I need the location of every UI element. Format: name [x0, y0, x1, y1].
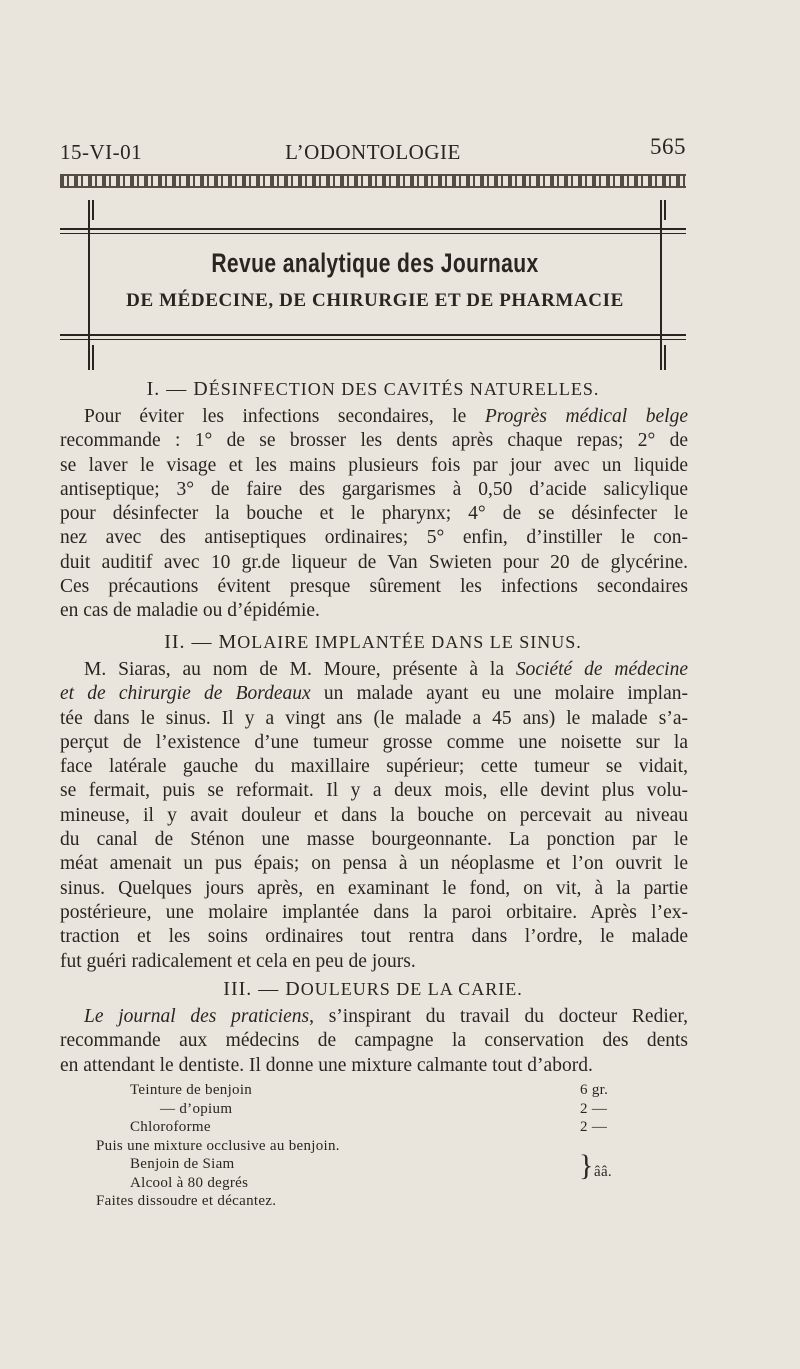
box-top-rule	[60, 228, 686, 230]
issue-date: 15-VI-01	[60, 140, 143, 164]
ingredient-name: Alcool à 80 degrés	[130, 1174, 249, 1191]
recipe-instruction: Puis une mixture occlusive au benjoin.	[96, 1137, 340, 1154]
recipe-row	[96, 1174, 636, 1193]
ingredient-quantity: 6 gr.	[580, 1082, 609, 1098]
text-line: en attendant le dentiste. Il donne une mixture calmante tout d’abord.	[60, 1054, 593, 1076]
text-line: sinus. Quelques jours après, en examinant le fond, on vit, à la partie	[60, 877, 688, 899]
text-line: postérieure, une molaire implantée dans la paroi orbitaire. Après l’ex-	[60, 901, 688, 923]
box-right-rule-2	[664, 200, 666, 220]
text-line: tée dans le sinus. Il y a vingt ans (le malade a 45 ans) le malade s’a-	[60, 707, 688, 729]
text-line: se fermait, puis se reformait. Il y a deux mois, elle devint plus volu-	[60, 780, 688, 802]
recipe-closing	[96, 1192, 636, 1211]
text-line	[60, 658, 688, 682]
journal-name: L’ODONTOLOGIE	[285, 140, 461, 164]
running-header	[60, 134, 686, 164]
text-line: recommande aux médecins de campagne la conservation des dents	[60, 1030, 688, 1052]
ingredient-name: Teinture de benjoin	[130, 1082, 253, 1098]
text-line: nez avec des antiseptiques ordinaires; 5° enfin, d’instiller le con-	[60, 527, 688, 549]
text-line: perçut de l’existence d’une tumeur grosse comme une noisette sur la	[60, 731, 688, 753]
equal-parts-label: ââ.	[594, 1164, 612, 1180]
ingredient-name: Chloroforme	[130, 1119, 211, 1135]
box-bottom-rule	[60, 334, 686, 336]
review-subtitle: DE MÉDECINE, DE CHIRURGIE ET DE PHARMACIE	[126, 290, 624, 311]
section-heading-2	[60, 631, 686, 654]
text-line: méat amenait un pus épais; on pensa à un néoplasme et l’on ouvrit le	[60, 853, 688, 875]
text-line: antiseptique; 3° de faire des gargarismes à 0,50 d’acide salicylique	[60, 478, 688, 500]
text-line: mineuse, il y avait douleur et dans la bouche on percevait au niveau	[60, 804, 688, 826]
prescription-recipe	[96, 1081, 636, 1211]
recipe-row	[96, 1155, 636, 1174]
brace-symbol: }	[579, 1149, 594, 1182]
section-heading-3-num: III. — D	[223, 978, 301, 1000]
decorative-border	[60, 174, 686, 188]
text-line: recommande : 1° de se brosser les dents après chaque repas; 2° de	[60, 430, 688, 452]
society-reference: Société de médecine	[515, 659, 688, 680]
section-heading-2-num: II. — M	[164, 631, 238, 653]
text-span: M. Siaras, au nom de M. Moure, présente à la	[84, 659, 516, 680]
section-heading-3-rest: OULEURS DE LA CARIE.	[300, 979, 523, 999]
box-left-rule-3	[92, 345, 94, 370]
box-bottom-rule-2	[60, 339, 686, 340]
recipe-row	[96, 1081, 636, 1100]
text-line	[60, 682, 688, 706]
ingredient-quantity: 2 —	[580, 1119, 608, 1135]
text-line: fut guéri radicalement et cela en peu de jours.	[60, 950, 416, 972]
box-top-rule-2	[60, 233, 686, 234]
text-line: Ces précautions évitent presque sûrement les infections secondaires	[60, 576, 688, 598]
text-span: un malade ayant eu une molaire implan-	[310, 683, 688, 705]
box-left-rule	[88, 200, 90, 370]
recipe-row	[96, 1118, 636, 1137]
paragraph-1	[60, 405, 688, 624]
text-line: pour désinfecter la bouche et le pharynx; 4° de se désinfecter le	[60, 503, 688, 525]
journal-reference: Le journal des praticiens	[84, 1006, 310, 1027]
review-title: Revue analytique des Journaux	[211, 248, 539, 278]
box-right-rule-3	[664, 345, 666, 370]
text-span: , s’inspirant du travail du docteur Redier,	[309, 1006, 688, 1027]
society-reference-cont: et de chirurgie de Bordeaux	[60, 683, 311, 705]
section-heading-3	[60, 978, 686, 1001]
ingredient-quantity: 2 —	[580, 1100, 608, 1117]
recipe-instruction: Faites dissoudre et décantez.	[96, 1193, 277, 1209]
journal-reference: Progrès médical belge	[484, 406, 688, 427]
section-heading-2-rest: OLAIRE IMPLANTÉE DANS LE SINUS.	[237, 632, 582, 652]
section-heading-1-num: I. — D	[146, 378, 209, 400]
text-line	[60, 405, 688, 429]
text-line	[60, 1005, 688, 1029]
paragraph-3	[60, 1005, 688, 1078]
text-line: traction et les soins ordinaires tout rentra dans l’ordre, le malade	[60, 926, 688, 948]
recipe-intro	[96, 1137, 636, 1156]
section-heading-1-rest: ÉSINFECTION DES CAVITÉS NATURELLES.	[208, 379, 600, 399]
box-right-rule	[660, 200, 662, 370]
text-span: Pour éviter les infections secondaires, le	[84, 406, 485, 427]
box-left-rule-2	[92, 200, 94, 220]
recipe-group	[96, 1149, 636, 1192]
section-heading-1	[60, 378, 686, 401]
text-line: duit auditif avec 10 gr.de liqueur de Van Swieten pour 20 de glycérine.	[60, 551, 688, 573]
page-number: 565	[650, 134, 686, 159]
text-line: en cas de maladie ou d’épidémie.	[60, 600, 320, 622]
ingredient-name: Benjoin de Siam	[130, 1156, 235, 1172]
ingredient-name: — d’opium	[160, 1100, 233, 1117]
text-line: du canal de Sténon une masse bourgeonnante. La ponction par le	[60, 829, 688, 851]
recipe-row	[96, 1100, 636, 1119]
paragraph-2	[60, 658, 688, 974]
text-line: face latérale gauche du maxillaire supérieur; cette tumeur se vidait,	[60, 756, 688, 778]
text-line: se laver le visage et les mains plusieurs fois par jour avec un liquide	[60, 454, 688, 476]
